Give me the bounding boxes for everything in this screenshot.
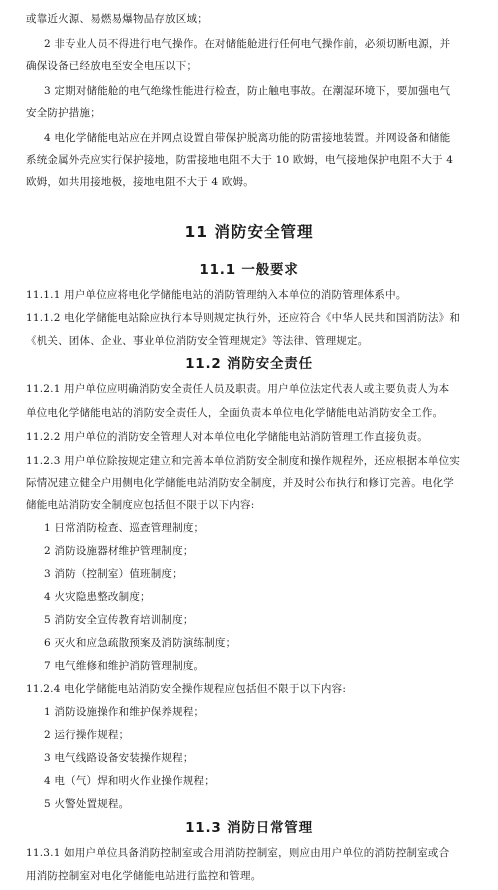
paragraph-line: 11.2.1 用户单位应明确消防安全责任人员及职责。用户单位法定代表人或主要负责人为本 xyxy=(26,383,450,395)
list-item: 3 消防（控制室）值班制度； xyxy=(44,568,183,580)
paragraph-line: 《机关、团体、企业、事业单位消防安全管理规定》等法律、管理规定。 xyxy=(26,335,369,347)
paragraph-line: 系统金属外壳应实行保护接地，防雷接地电阻不大于 10 欧姆，电气接地保护电阻不大于 4 xyxy=(26,154,454,166)
paragraph-line: 11.3.1 如用户单位具备消防控制室或合用消防控制室，则应由用户单位的消防控制室或合 xyxy=(26,847,450,859)
paragraph-line: 储能电站消防安全制度应包括但不限于以下内容: xyxy=(26,499,255,511)
list-item: 4 电（气）焊和明火作业操作规程； xyxy=(44,775,215,787)
paragraph-line: 欧姆，如共用接地极，接地电阻不大于 4 欧姆。 xyxy=(26,176,254,188)
chapter-title: 11 消防安全管理 xyxy=(184,223,314,241)
paragraph-line: 确保设备已经放电至安全电压以下； xyxy=(26,60,198,72)
paragraph-line: 11.1.2 电化学储能电站除应执行本导则规定执行外，还应符合《中华人民共和国消防法》和 xyxy=(26,312,461,324)
paragraph-line: 11.2.2 用户单位的消防安全管理人对本单位电化学储能电站消防管理工作直接负责。 xyxy=(26,431,428,443)
section-title: 11.2 消防安全责任 xyxy=(185,356,313,372)
paragraph-line: 2 非专业人员不得进行电气操作。在对储能舱进行任何电气操作前，必须切断电源，并 xyxy=(44,38,451,50)
paragraph-line: 3 定期对储能舱的电气绝缘性能进行检查，防止触电事故。在潮湿环境下，要加强电气 xyxy=(44,85,451,97)
paragraph-line: 11.2.4 电化学储能电站消防安全操作规程应包括但不限于以下内容: xyxy=(26,683,347,695)
list-item: 6 灭火和应急疏散预案及消防演练制度； xyxy=(44,637,237,649)
section-title: 11.3 消防日常管理 xyxy=(185,820,313,836)
list-item: 1 日常消防检查、巡查管理制度； xyxy=(44,522,205,534)
section-title: 11.1 一般要求 xyxy=(199,262,299,278)
paragraph-line: 11.1.1 用户单位应将电化学储能电站的消防管理纳入本单位的消防管理体系中。 xyxy=(26,289,407,301)
paragraph-line: 安全防护措施； xyxy=(26,107,101,119)
list-item: 7 电气维修和维护消防管理制度。 xyxy=(44,660,205,672)
paragraph-line: 单位电化学储能电站的消防安全责任人，全面负责本单位电化学储能电站消防安全工作。 xyxy=(26,407,444,419)
paragraph-line: 际情况建立健全户用侧电化学储能电站消防安全制度，并及时公布执行和修订完善。电化学 xyxy=(26,477,454,489)
list-item: 5 火警处置规程。 xyxy=(44,798,130,810)
list-item: 3 电气线路设备安装操作规程； xyxy=(44,752,194,764)
list-item: 2 消防设施器材维护管理制度； xyxy=(44,545,194,557)
paragraph-line: 11.2.3 用户单位除按规定建立和完善本单位消防安全制度和操作规程外，还应根据本单位实 xyxy=(26,455,461,467)
list-item: 5 消防安全宣传教育培训制度； xyxy=(44,614,194,626)
paragraph-line: 或靠近火源、易燃易爆物品存放区域； xyxy=(26,13,208,25)
list-item: 2 运行操作规程； xyxy=(44,729,130,741)
paragraph-line: 4 电化学储能电站应在并网点设置自带保护脱离功能的防雷接地装置。并网设备和储能 xyxy=(44,132,451,144)
list-item: 4 火灾隐患整改制度； xyxy=(44,591,151,603)
list-item: 1 消防设施操作和维护保养规程； xyxy=(44,706,205,718)
paragraph-line: 用消防控制室对电化学储能电站进行监控和管理。 xyxy=(26,870,262,882)
